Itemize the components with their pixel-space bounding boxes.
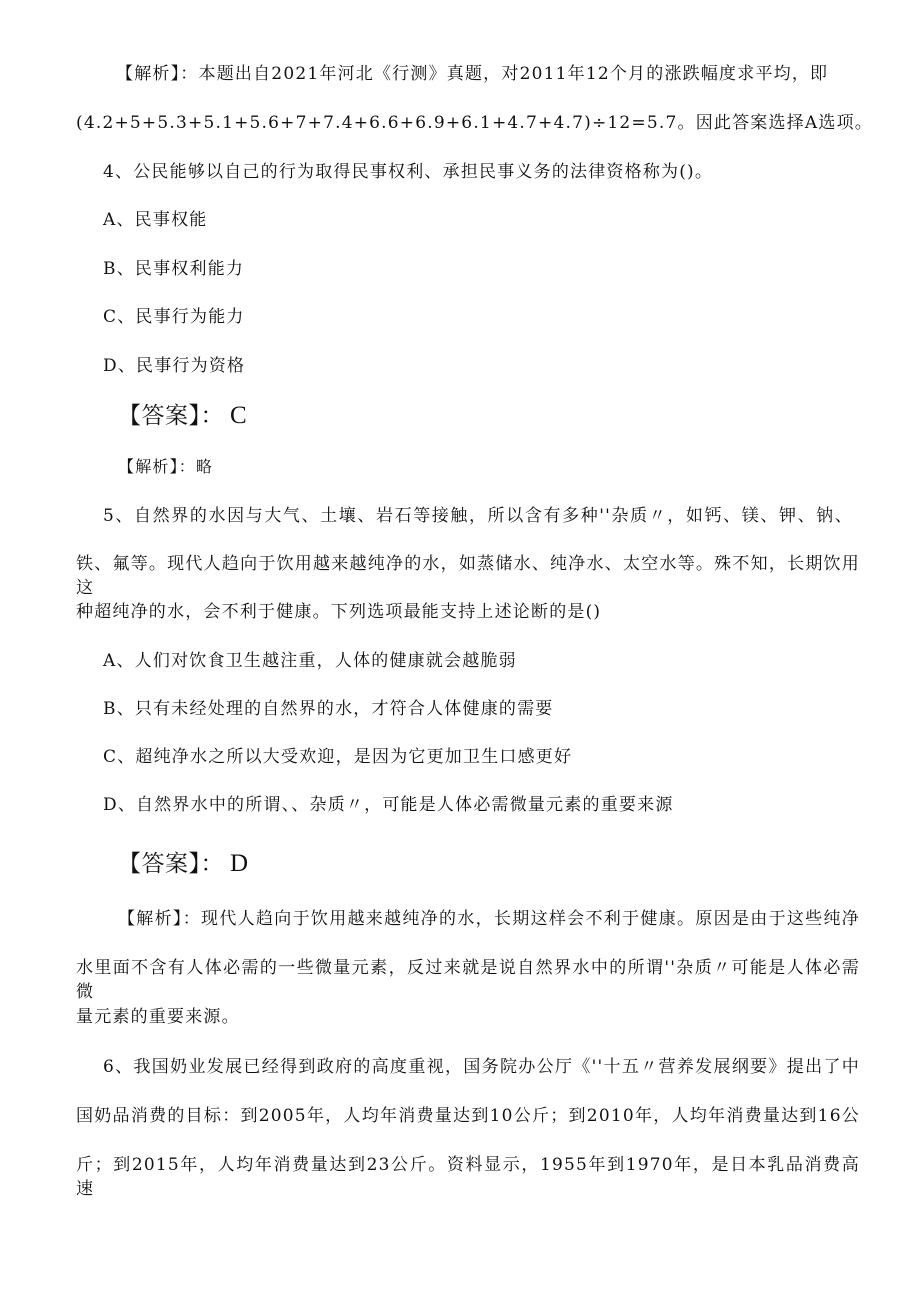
q6-stem-line-1: 6、我国奶业发展已经得到政府的高度重视，国务院办公厅《''十五〃营养发展纲要》提出了中 — [103, 1057, 860, 1077]
q5-stem-line-2: 铁、氟等。现代人趋向于饮用越来越纯净的水，如蒸储水、纯净水、太空水等。殊不知，长期饮用这 — [76, 554, 860, 598]
q6-stem-line-2: 国奶品消费的目标：到2005年，人均年消费量达到10公斤；到2010年，人均年消费量达到16公 — [76, 1106, 860, 1126]
q5-option-d: D、自然界水中的所谓、、杂质〃，可能是人体必需微量元素的重要来源 — [103, 795, 674, 815]
q4-option-c: C、民事行为能力 — [103, 307, 245, 327]
q5-option-c: C、超纯净水之所以大受欢迎，是因为它更加卫生口感更好 — [103, 747, 573, 767]
q4-stem: 4、公民能够以自己的行为取得民事权利、承担民事义务的法律资格称为()。 — [103, 162, 714, 182]
q3-analysis-label: 【解析】： — [116, 64, 199, 84]
q5-answer-label: 【答案】： — [118, 851, 224, 877]
q5-answer — [118, 849, 249, 879]
q3-analysis-text: 本题出自2021年河北《行测》真题，对2011年12个月的涨跌幅度求平均，即 — [198, 64, 829, 84]
q5-stem-line-1: 5、自然界的水因与大气、土壤、岩石等接触，所以含有多种''杂质〃，如钙、镁、钾、钠、 — [103, 506, 853, 526]
q5-option-a: A、人们对饮食卫生越注重，人体的健康就会越脆弱 — [103, 651, 517, 671]
q6-stem-line-3: 斤；到2015年，人均年消费量达到23公斤。资料显示，1955年到1970年，是日本乳品消费高速 — [76, 1155, 860, 1199]
q5-option-b: B、只有未经处理的自然界的水，才符合人体健康的需要 — [103, 699, 554, 719]
q3-analysis-line-1 — [116, 62, 828, 86]
q4-option-b: B、民事权利能力 — [103, 259, 245, 279]
q5-analysis-line-3: 量元素的重要来源。 — [76, 1007, 240, 1027]
q5-analysis-line-1: 【解析】：现代人趋向于饮用越来越纯净的水，长期这样会不利于健康。原因是由于这些纯净 — [118, 909, 860, 929]
q4-answer-value: C — [230, 402, 248, 429]
q4-option-a: A、民事权能 — [103, 210, 208, 230]
q3-analysis-line-2: (4.2+5+5.3+5.1+5.6+7+7.4+6.6+6.9+6.1+4.7+4.7)÷12=5.7。因此答案选择A选项。 — [76, 113, 873, 133]
q5-analysis-line-2: 水里面不含有人体必需的一些微量元素，反过来就是说自然界水中的所谓''杂质〃可能是人体必需微 — [76, 958, 860, 1002]
q4-analysis: 【解析】：略 — [118, 457, 214, 476]
q4-option-d: D、民事行为资格 — [103, 356, 246, 376]
q4-answer-label: 【答案】： — [118, 403, 224, 429]
q4-answer — [118, 401, 247, 431]
q5-answer-value: D — [230, 850, 249, 877]
q5-stem-line-3: 种超纯净的水，会不利于健康。下列选项最能支持上述论断的是() — [76, 602, 602, 622]
